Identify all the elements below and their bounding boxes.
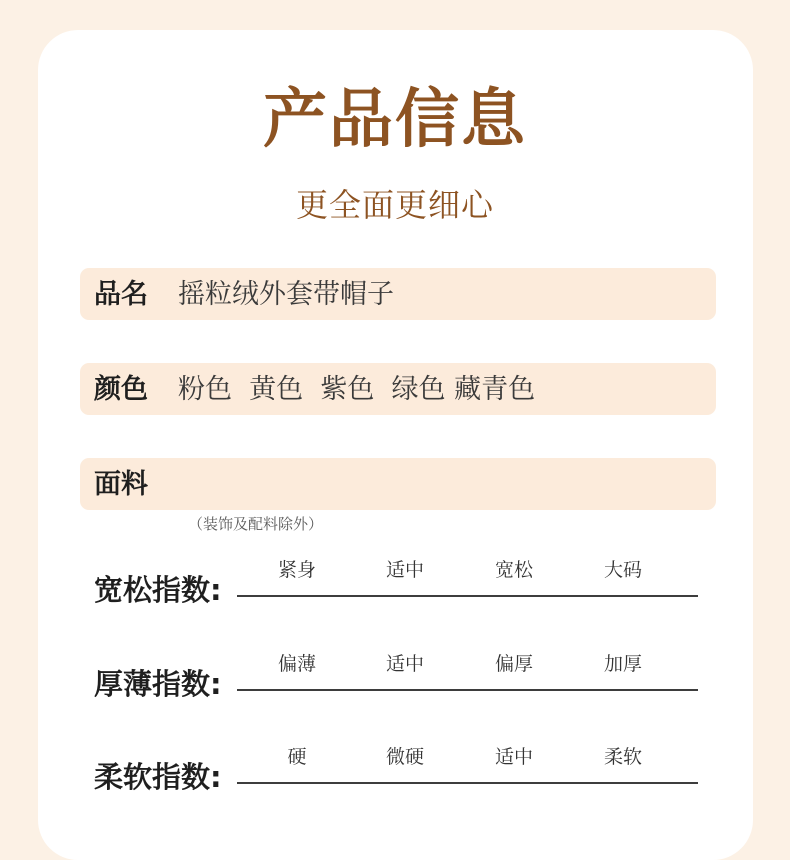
scale-option: 紧身 [277, 559, 316, 581]
scale-option: 适中 [385, 559, 424, 581]
scale-option-selected: 宽松 [478, 561, 550, 580]
page-title: 产品信息 [263, 83, 527, 157]
scale-thickness [94, 648, 698, 708]
scale-line [237, 782, 698, 784]
scale-looseness [94, 554, 698, 614]
info-row-name [80, 268, 716, 320]
scale-label: 宽松指数: [94, 573, 222, 607]
info-label: 面料 [94, 468, 148, 500]
info-label: 品名 [94, 278, 148, 310]
scale-option: 硬 [287, 746, 307, 768]
page-subtitle: 更全面更细心 [295, 186, 494, 224]
info-value: 摇粒绒外套带帽子 [178, 278, 394, 310]
scale-option-selected: 偏厚 [478, 655, 550, 674]
scale-line [237, 595, 698, 597]
scale-option: 大码 [603, 559, 642, 581]
scale-softness [94, 741, 698, 801]
scale-option: 加厚 [603, 653, 642, 675]
scale-option: 微硬 [385, 746, 424, 768]
scale-label: 厚薄指数: [94, 667, 222, 701]
scale-label: 柔软指数: [94, 760, 222, 794]
scale-option: 偏薄 [277, 653, 316, 675]
scale-option: 适中 [385, 653, 424, 675]
fabric-note: （装饰及配料除外） [188, 515, 324, 533]
info-value: 粉色 黄色 紫色 绿色 藏青色 [178, 373, 536, 405]
scale-option: 适中 [494, 746, 533, 768]
scale-option-selected: 柔软 [587, 748, 659, 767]
info-row-fabric [80, 458, 716, 510]
scale-line [237, 689, 698, 691]
info-row-color [80, 363, 716, 415]
info-label: 颜色 [94, 373, 148, 405]
